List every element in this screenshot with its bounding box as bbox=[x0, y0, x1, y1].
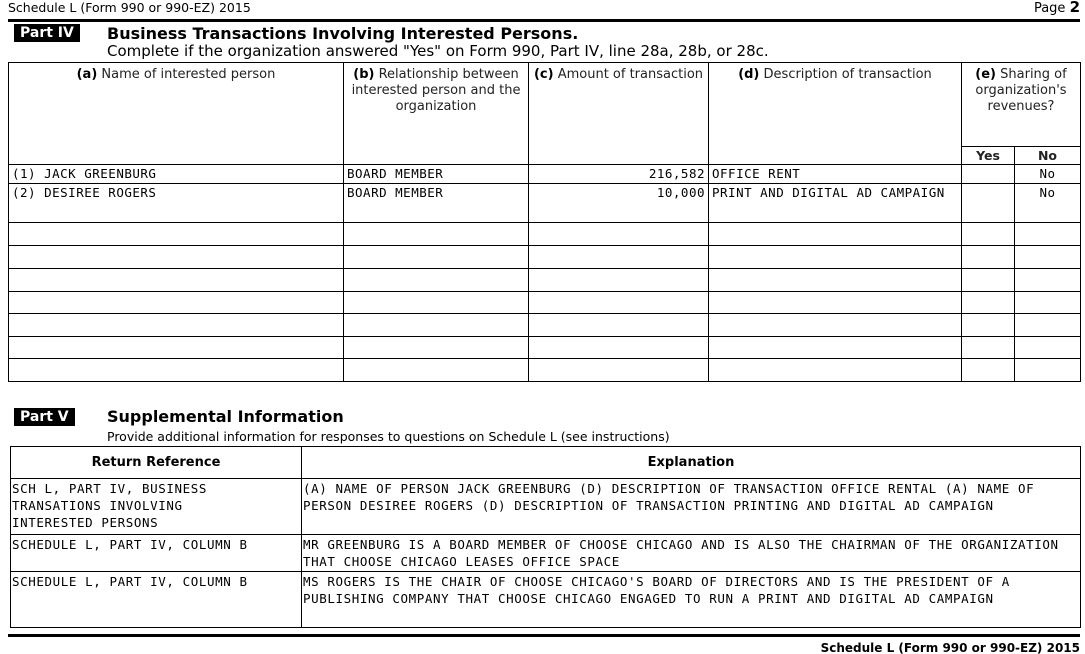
empty-row bbox=[9, 314, 1081, 337]
part4-badge: Part IV bbox=[14, 24, 80, 42]
row1-yes bbox=[962, 165, 1015, 184]
part5-header-row bbox=[11, 447, 1081, 479]
col-a-header: (a) Name of interested person bbox=[9, 63, 344, 165]
empty-row bbox=[9, 223, 1081, 246]
page-number: 2 bbox=[1069, 0, 1080, 16]
row1-amount: 216,582 bbox=[529, 165, 709, 184]
footer-form-name: Schedule L (Form 990 or 990-EZ) 2015 bbox=[820, 641, 1080, 654]
table-row bbox=[11, 572, 1081, 628]
col-e-no-header: No bbox=[1015, 147, 1081, 165]
empty-row bbox=[9, 359, 1081, 382]
supp1-ref: SCH L, PART IV, BUSINESS TRANSATIONS INVOLVING INTERESTED PERSONS bbox=[11, 479, 302, 535]
row2-amount: 10,000 bbox=[529, 184, 709, 223]
explanation-header: Explanation bbox=[302, 447, 1081, 479]
part5-title: Supplemental Information bbox=[107, 407, 344, 426]
table-row bbox=[11, 479, 1081, 535]
row1-name: (1) JACK GREENBURG bbox=[9, 165, 344, 184]
empty-row bbox=[9, 246, 1081, 269]
part5-table bbox=[10, 446, 1081, 628]
col-b-header: (b) Relationship between interested person and the organization bbox=[344, 63, 529, 165]
part4-table bbox=[8, 62, 1081, 382]
footer-rule bbox=[8, 634, 1080, 637]
form-header bbox=[8, 0, 1080, 19]
row1-description: OFFICE RENT bbox=[709, 165, 962, 184]
col-d-header: (d) Description of transaction bbox=[709, 63, 962, 165]
header-rule bbox=[8, 19, 1080, 22]
empty-row bbox=[9, 292, 1081, 314]
part4-title: Business Transactions Involving Interested Persons. bbox=[107, 24, 579, 43]
table-row bbox=[9, 165, 1081, 184]
row2-relationship: BOARD MEMBER bbox=[344, 184, 529, 223]
supp1-expl: (A) NAME OF PERSON JACK GREENBURG (D) DESCRIPTION OF TRANSACTION OFFICE RENTAL (A) NAME OF PERSON DESIREE ROGERS (D) DESCRIPTION OF TRANSACTION PRINTING AND DIGITAL AD CAMPAIGN bbox=[302, 479, 1081, 535]
table-row bbox=[11, 535, 1081, 572]
col-c-header: (c) Amount of transaction bbox=[529, 63, 709, 165]
page-indicator bbox=[1034, 0, 1080, 16]
row2-name: (2) DESIREE ROGERS bbox=[9, 184, 344, 223]
table-row bbox=[9, 184, 1081, 223]
form-name: Schedule L (Form 990 or 990-EZ) 2015 bbox=[8, 0, 251, 15]
col-e-header: (e) Sharing of organization's revenues? bbox=[962, 63, 1081, 147]
row2-no: No bbox=[1015, 184, 1081, 223]
part4-header-row bbox=[9, 63, 1081, 147]
supp3-ref: SCHEDULE L, PART IV, COLUMN B bbox=[11, 572, 302, 628]
row2-yes bbox=[962, 184, 1015, 223]
page-label: Page bbox=[1033, 1, 1066, 16]
row2-description: PRINT AND DIGITAL AD CAMPAIGN bbox=[709, 184, 962, 223]
empty-row bbox=[9, 269, 1081, 292]
part4-subtitle: Complete if the organization answered "Yes" on Form 990, Part IV, line 28a, 28b, or 28c. bbox=[107, 42, 769, 60]
part5-subtitle: Provide additional information for responses to questions on Schedule L (see instructions) bbox=[107, 429, 670, 444]
supp2-expl: MR GREENBURG IS A BOARD MEMBER OF CHOOSE CHICAGO AND IS ALSO THE CHAIRMAN OF THE ORGANIZATION THAT CHOOSE CHICAGO LEASES OFFICE SPACE bbox=[302, 535, 1081, 572]
supp2-ref: SCHEDULE L, PART IV, COLUMN B bbox=[11, 535, 302, 572]
row1-no: No bbox=[1015, 165, 1081, 184]
part5-badge: Part V bbox=[14, 408, 75, 426]
empty-row bbox=[9, 337, 1081, 359]
return-reference-header: Return Reference bbox=[11, 447, 302, 479]
supp3-expl: MS ROGERS IS THE CHAIR OF CHOOSE CHICAGO'S BOARD OF DIRECTORS AND IS THE PRESIDENT OF A PUBLISHING COMPANY THAT CHOOSE CHICAGO ENGAGED TO RUN A PRINT AND DIGITAL AD CAMPAIGN bbox=[302, 572, 1081, 628]
row1-relationship: BOARD MEMBER bbox=[344, 165, 529, 184]
col-e-yes-header: Yes bbox=[962, 147, 1015, 165]
